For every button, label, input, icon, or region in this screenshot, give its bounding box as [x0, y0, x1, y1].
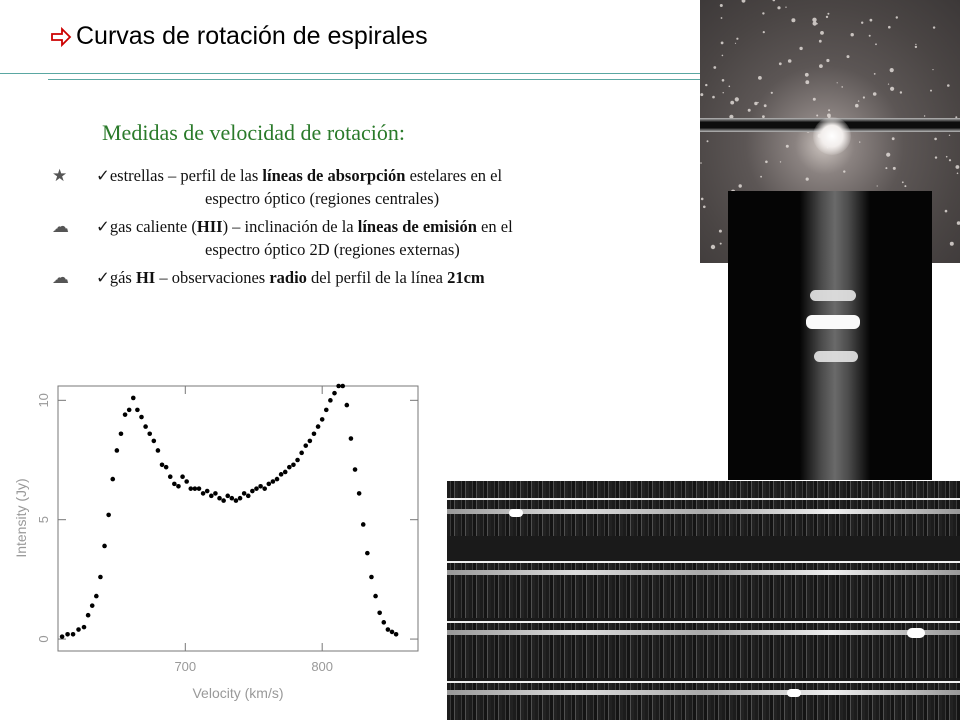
data-point: [115, 448, 120, 453]
star-dot: [785, 7, 786, 8]
optical-2d-spectrum: [728, 191, 932, 480]
data-point: [213, 491, 218, 496]
star-dot: [735, 43, 736, 44]
data-point: [353, 467, 358, 472]
star-dot: [819, 64, 823, 68]
spectrum-strip: [447, 683, 960, 720]
star-dot: [777, 6, 780, 9]
data-point: [110, 477, 115, 482]
star-dot: [703, 206, 706, 209]
bullet-bold: radio: [269, 268, 307, 287]
data-point: [205, 489, 210, 494]
data-point: [279, 472, 284, 477]
data-point: [98, 575, 103, 580]
star-dot: [828, 109, 830, 111]
star-dot: [869, 35, 871, 37]
star-dot: [855, 104, 859, 108]
data-point: [394, 632, 399, 637]
star-dot: [950, 242, 954, 246]
check-icon: ✓: [96, 166, 110, 185]
star-dot: [890, 87, 894, 91]
bullet-bold: líneas de absorpción: [262, 166, 406, 185]
data-point: [340, 384, 345, 389]
star-dot: [949, 135, 950, 136]
star-dot: [947, 84, 950, 87]
data-point: [217, 496, 222, 501]
star-dot: [826, 59, 829, 62]
star-dot: [933, 26, 935, 28]
data-point: [275, 477, 280, 482]
star-dot: [877, 185, 878, 186]
star-dot: [932, 69, 933, 70]
data-point: [266, 482, 271, 487]
data-point: [308, 439, 313, 444]
star-dot: [827, 13, 829, 15]
star-dot: [757, 102, 758, 103]
star-dot: [946, 156, 948, 158]
spectrum-trace: [447, 509, 960, 514]
x-axis-label: Velocity (km/s): [192, 685, 284, 701]
data-point: [254, 486, 259, 491]
bullet-stars: [52, 164, 502, 210]
data-point: [316, 424, 321, 429]
star-dot: [949, 159, 951, 161]
data-point: [336, 384, 341, 389]
star-dot: [896, 16, 898, 18]
galaxy-core: [813, 117, 851, 155]
bullet-text: gas caliente (: [109, 217, 197, 236]
emission-blob: [787, 689, 801, 697]
data-point: [201, 491, 206, 496]
data-point: [345, 403, 350, 408]
bullet-text: ) – inclinación de la: [222, 217, 358, 236]
star-dot: [707, 140, 709, 142]
star-dot: [805, 80, 809, 84]
star-dot: [875, 43, 877, 45]
data-point: [180, 474, 185, 479]
spectrum-trace: [447, 690, 960, 695]
star-dot: [711, 245, 715, 249]
star-dot: [754, 102, 757, 105]
star-dot: [721, 17, 723, 19]
hi-profile-chart: [0, 380, 430, 720]
data-point: [303, 443, 308, 448]
star-dot: [722, 55, 724, 57]
continuum-band: [800, 191, 870, 480]
star-dot: [886, 153, 890, 157]
star-dot: [924, 115, 925, 116]
data-point: [299, 451, 304, 456]
data-point: [250, 489, 255, 494]
data-point: [172, 482, 177, 487]
data-point: [147, 431, 152, 436]
data-point: [60, 634, 65, 639]
check-icon: ✓: [96, 268, 110, 287]
star-dot: [700, 93, 703, 96]
star-dot: [799, 47, 802, 50]
star-dot: [721, 42, 724, 45]
data-point: [332, 391, 337, 396]
data-point: [156, 448, 161, 453]
data-point: [65, 632, 70, 637]
spectrum-trace: [447, 570, 960, 575]
hi-spectra-panel: [447, 481, 960, 720]
star-dot: [900, 91, 902, 93]
star-dot: [851, 33, 854, 36]
data-point: [291, 462, 296, 467]
star-dot: [874, 73, 876, 75]
star-dot: [956, 165, 960, 169]
data-point: [390, 630, 395, 635]
data-point: [225, 494, 230, 499]
y-axis-label: Intensity (Jy): [13, 478, 29, 558]
star-dot: [762, 12, 764, 14]
data-point: [71, 632, 76, 637]
data-point: [381, 620, 386, 625]
star-dot: [904, 185, 906, 187]
data-point: [377, 611, 382, 616]
data-point: [82, 625, 87, 630]
star-dot: [764, 104, 767, 107]
star-dot: [730, 101, 734, 105]
bullet-text: gás: [109, 268, 136, 287]
star-dot: [826, 16, 828, 18]
data-point: [328, 398, 333, 403]
star-dot: [701, 198, 704, 201]
data-point: [234, 498, 239, 503]
bullet-bold: HI: [135, 268, 156, 287]
star-dot: [819, 40, 822, 43]
star-dot: [863, 96, 865, 98]
star-dot: [888, 84, 889, 85]
bullet-text: estelares en el: [405, 166, 503, 185]
star-dot: [713, 66, 716, 69]
data-point: [152, 439, 157, 444]
title-rule-secondary: [48, 79, 700, 80]
emission-blob: [509, 509, 523, 517]
data-point: [262, 486, 267, 491]
star-dot: [791, 18, 795, 22]
star-dot: [893, 167, 896, 170]
cloud-icon: ☁: [52, 217, 69, 236]
data-point: [324, 408, 329, 413]
star-dot: [758, 76, 762, 80]
star-dot: [771, 92, 773, 94]
data-point: [230, 496, 235, 501]
star-dot: [892, 137, 895, 140]
star-dot: [780, 161, 781, 162]
emission-line: [814, 351, 858, 362]
data-point: [386, 627, 391, 632]
star-dot: [748, 109, 751, 112]
strip-separator: [447, 498, 960, 500]
plot-frame: [58, 386, 418, 651]
star-dot: [890, 68, 894, 72]
star-dot: [742, 0, 746, 3]
data-point: [160, 462, 165, 467]
data-point: [221, 498, 226, 503]
data-point: [209, 494, 214, 499]
bullet-bold: líneas de emisión: [357, 217, 477, 236]
star-dot: [805, 73, 809, 77]
star-dot: [779, 62, 782, 65]
data-point: [365, 551, 370, 556]
emission-line: [810, 290, 856, 301]
bullet-hi-gas: [52, 266, 485, 289]
star-dot: [820, 31, 824, 35]
star-dot: [957, 173, 959, 175]
star-dot: [722, 79, 725, 82]
star-dot: [915, 46, 917, 48]
cloud-icon: ☁: [52, 268, 69, 287]
data-point: [119, 431, 124, 436]
star-dot: [837, 82, 838, 83]
data-point: [271, 479, 276, 484]
data-point: [258, 484, 263, 489]
star-dot: [870, 19, 873, 22]
star-dot: [841, 86, 843, 88]
slide-subtitle: Medidas de velocidad de rotación:: [102, 120, 406, 145]
star-dot: [873, 92, 877, 96]
data-point: [135, 408, 140, 413]
star-dot: [786, 145, 789, 148]
star-dot: [739, 184, 742, 187]
star-dot: [723, 92, 724, 93]
data-point: [127, 408, 132, 413]
star-dot: [816, 115, 818, 117]
y-tick-label: 0: [36, 635, 51, 643]
star-dot: [788, 59, 792, 63]
chart-svg: [0, 380, 430, 720]
star-dot: [813, 98, 816, 101]
star-dot: [765, 161, 768, 164]
right-arrow-icon: [50, 26, 72, 48]
data-point: [246, 494, 251, 499]
star-dot: [760, 176, 762, 178]
star-dot: [902, 181, 904, 183]
data-point: [131, 396, 136, 401]
data-point: [193, 486, 198, 491]
star-dot: [934, 138, 937, 141]
data-point: [373, 594, 378, 599]
data-point: [106, 513, 111, 518]
star-dot: [729, 86, 731, 88]
bullet-text: en el: [476, 217, 513, 236]
emission-blob: [907, 628, 925, 638]
data-point: [94, 594, 99, 599]
star-dot: [720, 4, 723, 7]
star-dot: [812, 18, 816, 22]
star-dot: [915, 44, 916, 45]
bullet-text: estrellas – perfil de las: [109, 166, 263, 185]
star-dot: [885, 167, 887, 169]
data-point: [312, 431, 317, 436]
data-point: [164, 465, 169, 470]
data-point: [287, 465, 292, 470]
data-point: [76, 627, 81, 632]
data-point: [86, 613, 91, 618]
data-point: [242, 491, 247, 496]
title-rule: [0, 73, 700, 74]
title-row: [50, 22, 428, 51]
star-icon: ★: [52, 166, 68, 185]
data-point: [238, 496, 243, 501]
bullet-continuation: espectro óptico 2D (regiones externas): [205, 240, 460, 259]
data-point: [320, 417, 325, 422]
star-dot: [763, 31, 765, 33]
star-dot: [719, 230, 722, 233]
data-point: [102, 544, 107, 549]
data-point: [176, 484, 181, 489]
data-point: [197, 486, 202, 491]
data-point: [283, 470, 288, 475]
star-dot: [773, 0, 776, 1]
data-point: [361, 522, 366, 527]
star-dot: [705, 84, 707, 86]
star-dot: [735, 97, 739, 101]
slide-title: Curvas de rotación de espirales: [76, 22, 428, 50]
data-point: [143, 424, 148, 429]
check-icon: ✓: [96, 217, 110, 236]
star-dot: [712, 96, 715, 99]
data-point: [139, 415, 144, 420]
star-dot: [858, 100, 859, 101]
data-point: [168, 474, 173, 479]
data-point: [90, 603, 95, 608]
bullet-text: del perfil de la línea: [306, 268, 448, 287]
x-tick-label: 700: [174, 659, 197, 674]
star-dot: [945, 210, 948, 213]
star-dot: [720, 243, 722, 245]
star-dot: [700, 162, 702, 164]
bullet-continuation: espectro óptico (regiones centrales): [205, 189, 440, 208]
bullet-text: – observaciones: [155, 268, 270, 287]
star-dot: [736, 38, 738, 40]
data-point: [188, 486, 193, 491]
bullet-hot-gas: [52, 215, 513, 261]
data-point: [357, 491, 362, 496]
star-dot: [847, 55, 850, 58]
bullet-bold: 21cm: [447, 268, 485, 287]
star-dot: [888, 26, 891, 29]
y-tick-label: 10: [36, 393, 51, 408]
data-point: [369, 575, 374, 580]
bullet-bold: HII: [196, 217, 223, 236]
star-dot: [861, 22, 863, 24]
spectrum-trace: [447, 630, 960, 635]
data-point: [295, 458, 300, 463]
star-dot: [806, 178, 809, 181]
star-dot: [935, 156, 937, 158]
y-tick-label: 5: [36, 516, 51, 524]
star-dot: [930, 90, 932, 92]
emission-line: [806, 315, 860, 329]
data-point: [123, 412, 128, 417]
x-tick-label: 800: [311, 659, 334, 674]
data-point: [349, 436, 354, 441]
star-dot: [859, 141, 860, 142]
data-point: [184, 479, 189, 484]
star-dot: [843, 170, 845, 172]
